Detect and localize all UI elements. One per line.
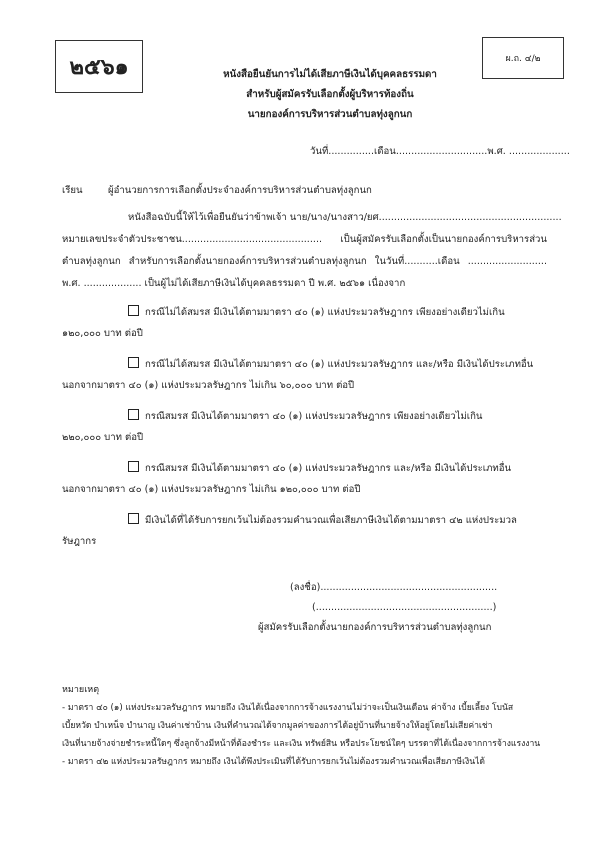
option-5-text: มีเงินได้ที่ได้รับการยกเว้นไม่ต้องรวมคำนวณเพื่อเสียภาษีเงินได้ตามมาตรา ๔๒ แห่งประมวล bbox=[145, 515, 517, 526]
body-line-4: พ.ศ. ................... เป็นผู้ไม่ได้เสียภาษีเงินได้บุคคลธรรมดา ปี พ.ศ. ๒๕๖๑ เนื่องจาก bbox=[62, 278, 406, 289]
note-line-2: เบี้ยหวัด บำเหน็จ บำนาญ เงินค่าเช่าบ้าน เงินที่คำนวณได้จากมูลค่าของการได้อยู่บ้านที่นายจ้างให้อยู่โดยไม่เสียค่าเช่า bbox=[62, 721, 493, 731]
option-3-checkbox[interactable] bbox=[128, 409, 139, 420]
body-line-2: หมายเลขประจำตัวประชาชน.............................................. เป็นผู้สมัครรับเลือกตั้งเป็นนายกองค์การบริหารส่วน bbox=[62, 234, 547, 245]
option-4-checkbox[interactable] bbox=[128, 461, 139, 472]
document-title-line-2: สำหรับผู้สมัครรับเลือกตั้งผู้บริหารท้องถิ่น bbox=[246, 89, 414, 100]
note-line-4: - มาตรา ๔๒ แห่งประมวลรัษฎากร หมายถึง เงินได้พึงประเมินที่ได้รับการยกเว้นไม่ต้องรวมคำนวณเพื่อเสียภาษีเงินได้ bbox=[62, 757, 485, 767]
option-1-checkbox[interactable] bbox=[128, 305, 139, 316]
option-1-text: กรณีไม่ได้สมรส มีเงินได้ตามมาตรา ๔๐ (๑) แห่งประมวลรัษฎากร เพียงอย่างเดียวไม่เกิน bbox=[145, 307, 505, 318]
salutation-recipient: ผู้อำนวยการการเลือกตั้งประจำองค์การบริหารส่วนตำบลทุ่งลูกนก bbox=[108, 185, 372, 196]
option-1-text-cont: ๑๒๐,๐๐๐ บาท ต่อปี bbox=[62, 328, 143, 339]
signature-role: ผู้สมัครรับเลือกตั้งนายกองค์การบริหารส่วนตำบลทุ่งลูกนก bbox=[258, 622, 492, 633]
salutation-label: เรียน bbox=[62, 185, 83, 196]
option-2-text: กรณีไม่ได้สมรส มีเงินได้ตามมาตรา ๔๐ (๑) แห่งประมวลรัษฎากร และ/หรือ มีเงินได้ประเภทอื่น bbox=[145, 359, 534, 370]
option-4-text-cont: นอกจากมาตรา ๔๐ (๑) แห่งประมวลรัษฎากร ไม่เกิน ๑๒๐,๐๐๐ บาท ต่อปี bbox=[62, 484, 361, 495]
date-line: วันที่...............เดือน..............................พ.ศ. .................... bbox=[310, 146, 570, 157]
option-5-text-cont: รัษฎากร bbox=[62, 536, 97, 547]
option-3-text: กรณีสมรส มีเงินได้ตามมาตรา ๔๐ (๑) แห่งประมวลรัษฎากร เพียงอย่างเดียวไม่เกิน bbox=[145, 411, 483, 422]
document-title-line-3: นายกองค์การบริหารส่วนตำบลทุ่งลูกนก bbox=[247, 109, 413, 120]
form-code-box: ผ.ถ. ๔/๒ bbox=[482, 37, 564, 79]
option-3-text-cont: ๒๒๐,๐๐๐ บาท ต่อปี bbox=[62, 432, 144, 443]
signature-name-line: (..........................................................) bbox=[312, 602, 497, 613]
note-line-3: เงินที่นายจ้างจ่ายชำระหนี้ใดๆ ซึ่งลูกจ้างมีหน้าที่ต้องชำระ และเงิน ทรัพย์สิน หรือประโยชน์ใดๆ บรรดาที่ได้เนื่องจากการจ้างแรงงาน bbox=[62, 739, 541, 749]
year-box: ๒๕๖๑ bbox=[55, 40, 143, 93]
option-4-text: กรณีสมรส มีเงินได้ตามมาตรา ๔๐ (๑) แห่งประมวลรัษฎากร และ/หรือ มีเงินได้ประเภทอื่น bbox=[145, 463, 512, 474]
document-title-line-1: หนังสือยืนยันการไม่ได้เสียภาษีเงินได้บุคคลธรรมดา bbox=[223, 69, 437, 80]
notes-heading: หมายเหตุ bbox=[62, 685, 100, 695]
body-line-3: ตำบลทุ่งลูกนก สำหรับการเลือกตั้งนายกองค์การบริหารส่วนตำบลทุ่งลูกนก ในวันที่...........เดือน .......................... bbox=[62, 256, 547, 267]
option-2-text-cont: นอกจากมาตรา ๔๐ (๑) แห่งประมวลรัษฎากร ไม่เกิน ๖๐,๐๐๐ บาท ต่อปี bbox=[62, 380, 355, 391]
option-2-checkbox[interactable] bbox=[128, 357, 139, 368]
note-line-1: - มาตรา ๔๐ (๑) แห่งประมวลรัษฎากร หมายถึง เงินได้เนื่องจากการจ้างแรงงานไม่ว่าจะเป็นเงินเดือน ค่าจ้าง เบี้ยเลี้ยง โบนัส bbox=[62, 703, 514, 713]
body-line-1: หนังสือฉบับนี้ให้ไว้เพื่อยืนยันว่าข้าพเจ้า นาย/นาง/นางสาว/ยศ............................................................ bbox=[128, 212, 562, 223]
signature-line: (ลงชื่อ).......................................................... bbox=[290, 582, 498, 593]
option-5-checkbox[interactable] bbox=[128, 513, 139, 524]
